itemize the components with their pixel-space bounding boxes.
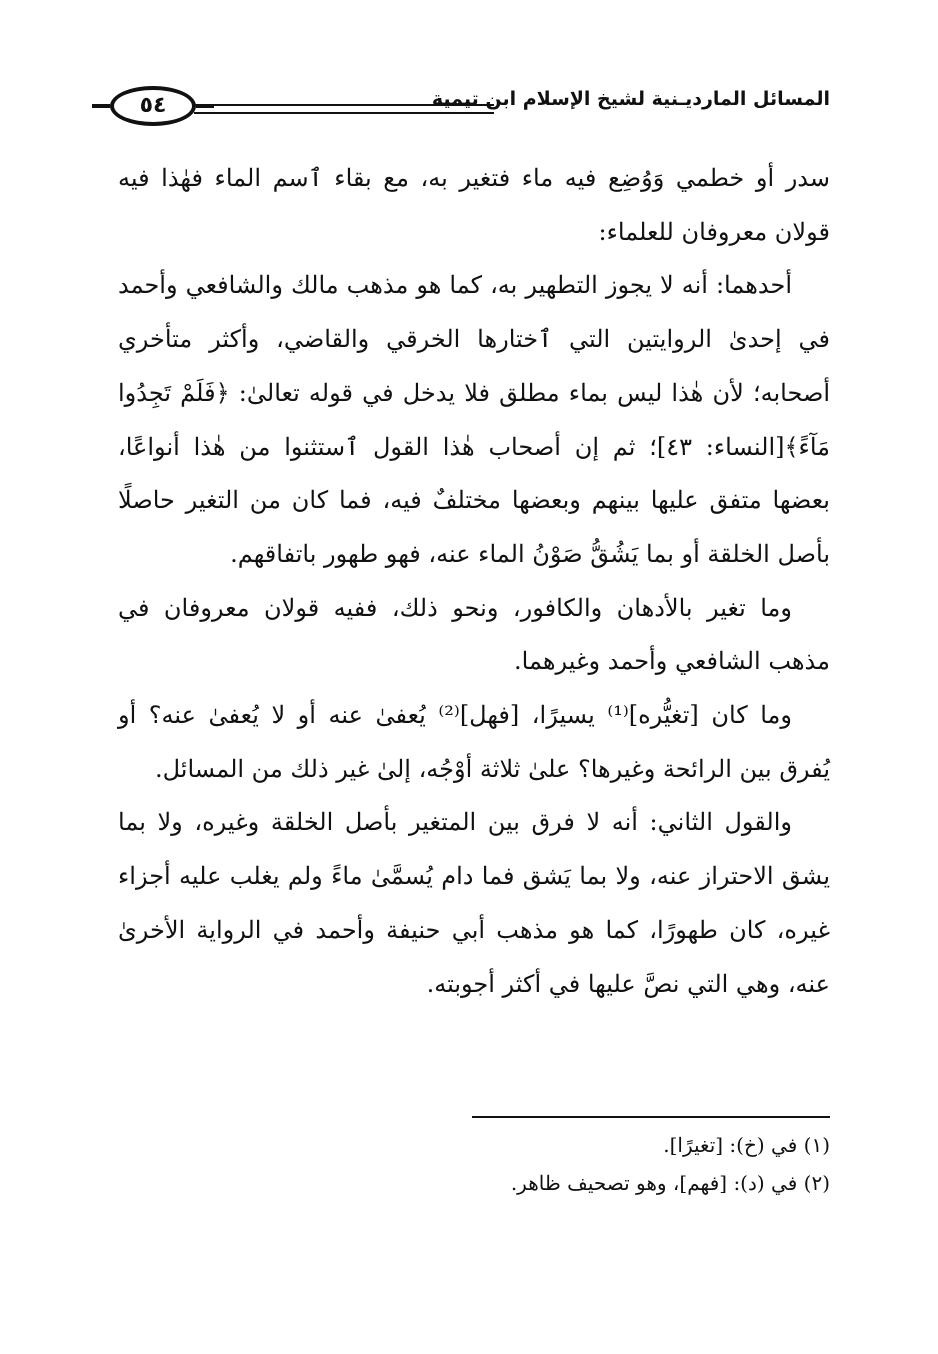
page-number-frame: [110, 86, 196, 126]
paragraph-5: والقول الثاني: أنه لا فرق بين المتغير بأصل الخلقة وغيره، ولا بما يشق الاحتراز عنه، ولا بما يَشق فما دام يُسمَّىٰ ماءً ولم يغلب عليه أجزاء غيره، كان طهورًا، كما هو مذهب أبي حنيفة وأحمد في الرواية الأخرىٰ عنه، وهي التي نصَّ عليها في أكثر أجوبته.: [118, 808, 830, 998]
paragraph-1: سدر أو خطمي وَوُضِع فيه ماء فتغير به، مع بقاء ٱسم الماء فهٰذا فيه قولان معروفان للعلماء:: [118, 164, 830, 246]
running-header: [110, 82, 830, 132]
footnote-2: (٢) في (د): [فهم]، وهو تصحيف ظاهر.: [510, 1171, 830, 1195]
page-number: ٥٤: [139, 93, 167, 118]
footnotes: [300, 1126, 830, 1202]
main-text: [118, 152, 830, 1011]
paragraph-2: أحدهما: أنه لا يجوز التطهير به، كما هو مذهب مالك والشافعي وأحمد في إحدىٰ الروايتين التي ٱختارها الخرقي والقاضي، وأكثر متأخري أصحابه؛ لأن هٰذا ليس بماء مطلق فلا يدخل في قوله تعالىٰ: ﴿فَلَمْ تَجِدُوا مَآءً﴾[النساء: ٤٣]؛ ثم إن أصحاب هٰذا القول ٱستثنوا من هٰذا أنواعًا، بعضها متفق عليها بينهم وبعضها مختلفٌ فيه، فما كان من التغير حاصلًا بأصل الخلقة أو بما يَشُقُّ صَوْنُ الماء عنه، فهو طهور باتفاقهم.: [118, 271, 830, 568]
paragraph-3: وما تغير بالأدهان والكافور، ونحو ذلك، ففيه قولان معروفان في مذهب الشافعي وأحمد وغيرهما.: [118, 593, 830, 676]
paragraph-4: وما كان [تغيُّره]⁽¹⁾ يسيرًا، [فهل]⁽²⁾ يُعفىٰ عنه أو لا يُعفىٰ عنه؟ أو يُفرق بين الرائحة وغيرها؟ علىٰ ثلاثة أوْجُه، إلىٰ غير ذلك من المسائل.: [118, 701, 830, 783]
footnote-1: (١) في (خ): [تغيرًا].: [663, 1133, 830, 1157]
footnote-divider: [472, 1116, 830, 1118]
header-title: المسائل المارديـنية لشيخ الإسلام ابن تيمية: [431, 88, 830, 110]
